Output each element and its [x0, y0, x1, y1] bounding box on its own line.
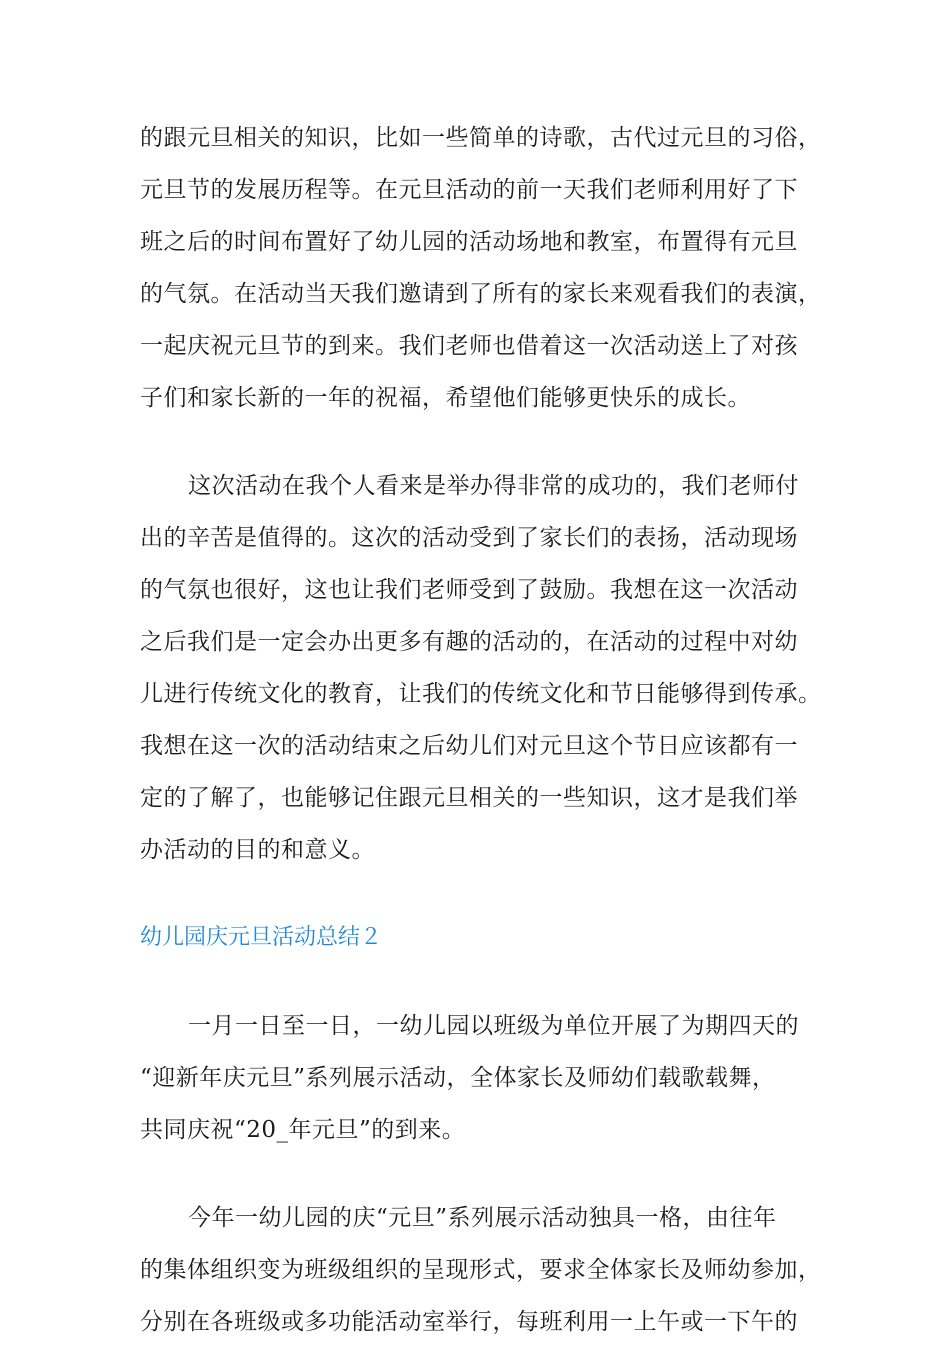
paragraph-line: 办活动的目的和意义。	[140, 837, 375, 863]
section-heading: 幼儿园庆元旦活动总结２	[140, 925, 383, 950]
paragraph-line: 的集体组织变为班级组织的呈现形式，要求全体家长及师幼参加，	[140, 1257, 822, 1283]
paragraph-line: 一起庆祝元旦节的到来。我们老师也借着这一次活动送上了对孩	[140, 333, 798, 359]
paragraph-line: 共同庆祝“20_年元旦”的到来。	[140, 1117, 466, 1143]
paragraph-line: 儿进行传统文化的教育，让我们的传统文化和节日能够得到传承。	[140, 681, 822, 707]
paragraph-line: 的气氛也很好，这也让我们老师受到了鼓励。我想在这一次活动	[140, 577, 798, 603]
paragraph-line: 元旦节的发展历程等。在元旦活动的前一天我们老师利用好了下	[140, 177, 798, 203]
paragraph-spacer	[140, 876, 820, 912]
paragraph-line: 一月一日至一日，一幼儿园以班级为单位开展了为期四天的	[188, 1013, 799, 1039]
paragraph-spacer	[140, 1156, 820, 1192]
paragraph-line: 的跟元旦相关的知识，比如一些简单的诗歌，古代过元旦的习俗，	[140, 125, 822, 151]
paragraph-line: 子们和家长新的一年的祝福，希望他们能够更快乐的成长。	[140, 385, 751, 411]
paragraph-line: 我想在这一次的活动结束之后幼儿们对元旦这个节日应该都有一	[140, 733, 798, 759]
paragraph-line: “迎新年庆元旦”系列展示活动，全体家长及师幼们载歌载舞，	[140, 1065, 776, 1091]
paragraph-line: 定的了解了，也能够记住跟元旦相关的一些知识，这才是我们举	[140, 785, 798, 811]
paragraph-line: 出的辛苦是值得的。这次的活动受到了家长们的表扬，活动现场	[140, 525, 798, 551]
paragraph-line: 这次活动在我个人看来是举办得非常的成功的，我们老师付	[188, 473, 799, 499]
paragraph-1	[140, 112, 820, 424]
paragraph-4	[140, 1192, 820, 1348]
document-page	[140, 112, 820, 1348]
paragraph-spacer	[140, 424, 820, 460]
paragraph-line: 之后我们是一定会办出更多有趣的活动的，在活动的过程中对幼	[140, 629, 798, 655]
paragraph-line: 今年一幼儿园的庆“元旦”系列展示活动独具一格，由往年	[188, 1205, 777, 1231]
paragraph-line: 的气氛。在活动当天我们邀请到了所有的家长来观看我们的表演，	[140, 281, 822, 307]
paragraph-spacer	[140, 964, 820, 1000]
paragraph-line: 分别在各班级或多功能活动室举行，每班利用一上午或一下午的	[140, 1309, 798, 1335]
paragraph-line: 班之后的时间布置好了幼儿园的活动场地和教室，布置得有元旦	[140, 229, 798, 255]
paragraph-2	[140, 460, 820, 876]
paragraph-3	[140, 1000, 820, 1156]
